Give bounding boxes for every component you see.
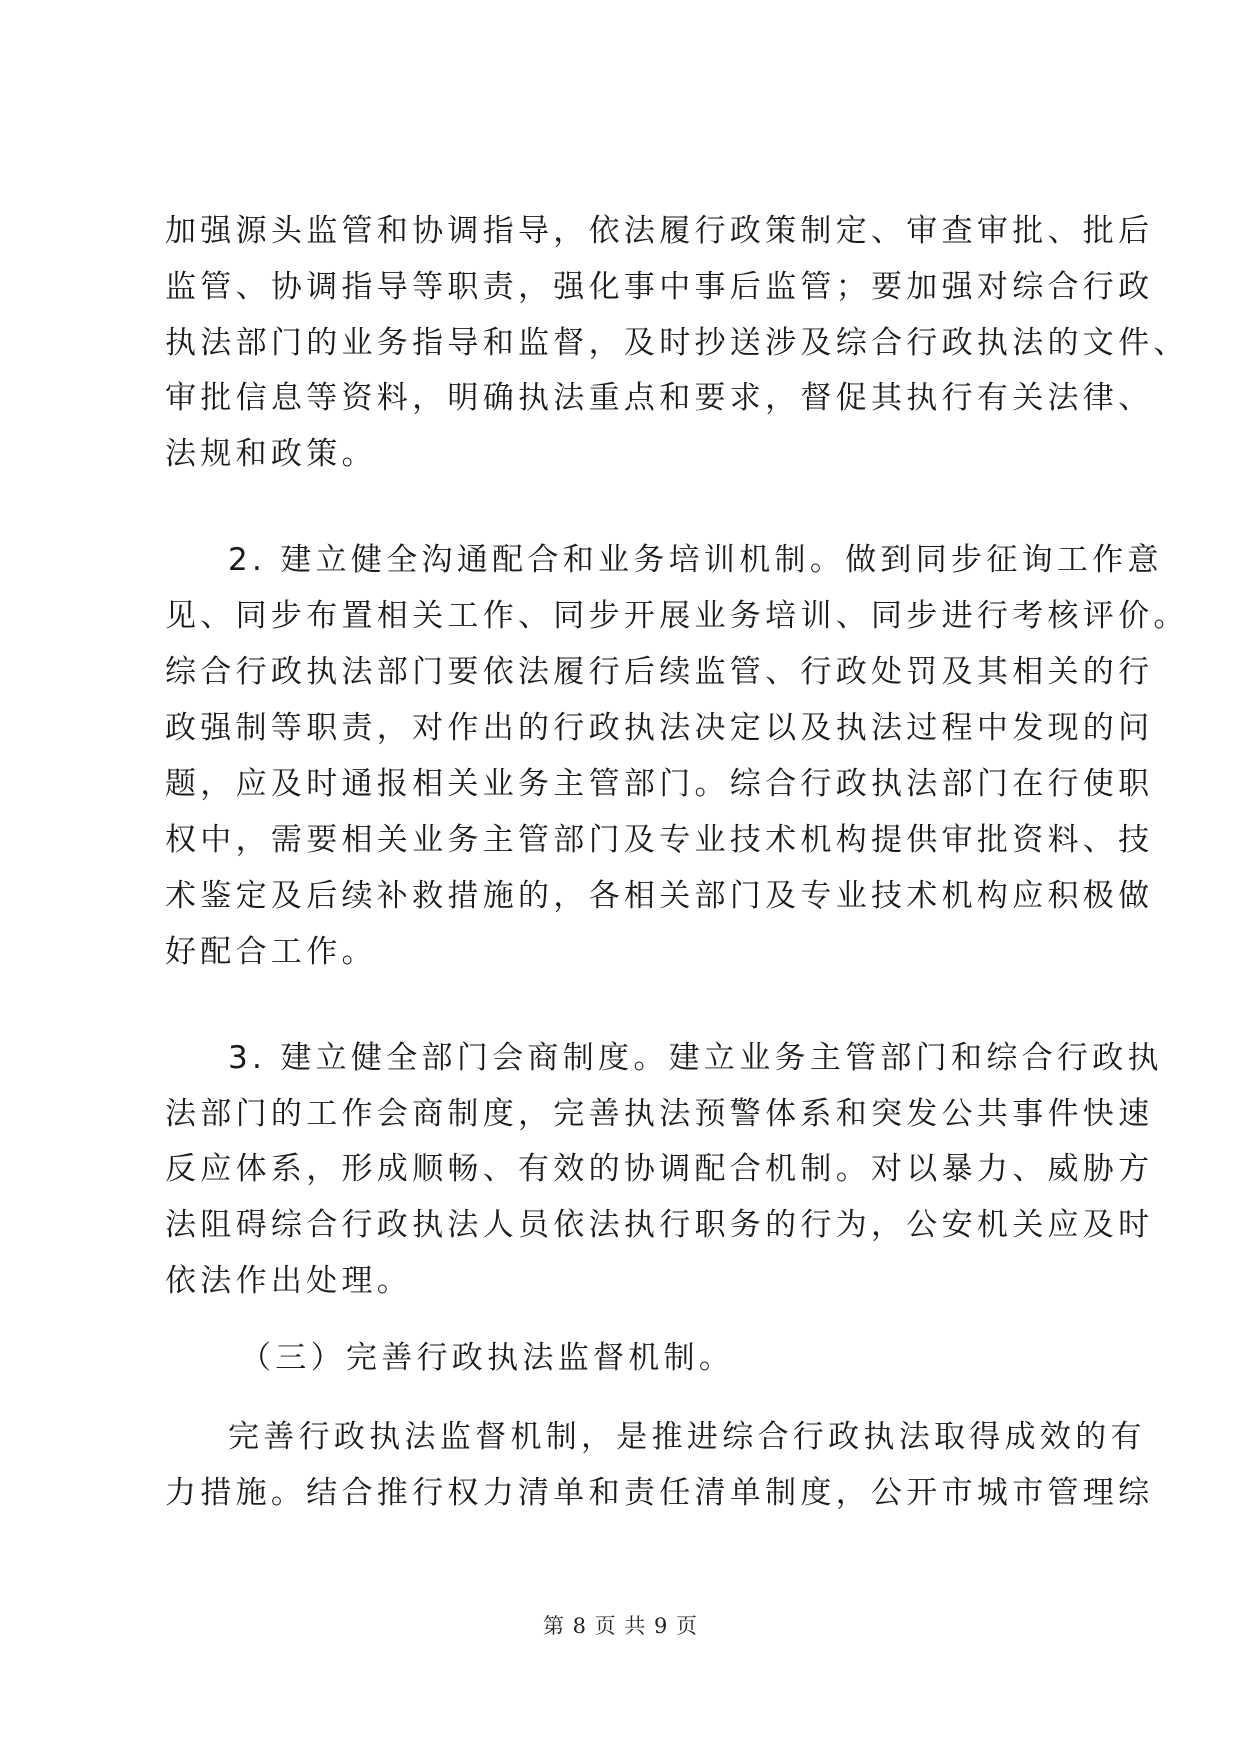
body-text-line: 监管、协调指导等职责，强化事中事后监管；要加强对综合行政	[165, 269, 1154, 305]
body-text-line: 执法部门的业务指导和监督，及时抄送涉及综合行政执法的文件、	[165, 325, 1189, 361]
body-text-line: 权中，需要相关业务主管部门及专业技术机构提供审批资料、技	[165, 822, 1154, 858]
paragraph-item-3: 3. 建立健全部门会商制度。建立业务主管部门和综合行政执	[228, 1040, 1163, 1076]
body-text-line: 题，应及时通报相关业务主管部门。综合行政执法部门在行使职	[165, 766, 1154, 802]
body-text-line: 法规和政策。	[165, 436, 377, 472]
paragraph-item-2: 2. 建立健全沟通配合和业务培训机制。做到同步征询工作意	[228, 542, 1163, 578]
section-heading: （三）完善行政执法监督机制。	[240, 1340, 735, 1376]
body-text-line: 力措施。结合推行权力清单和责任清单制度，公开市城市管理综	[165, 1475, 1154, 1511]
body-text-line: 反应体系，形成顺畅、有效的协调配合机制。对以暴力、威胁方	[165, 1151, 1154, 1187]
paragraph-first-line: 完善行政执法监督机制，是推进综合行政执法取得成效的有	[228, 1419, 1146, 1455]
page-number-footer: 第 8 页 共 9 页	[542, 1614, 699, 1638]
body-text-line: 依法作出处理。	[165, 1263, 413, 1299]
body-text-line: 好配合工作。	[165, 934, 377, 970]
body-text-line: 加强源头监管和协调指导，依法履行政策制定、审查审批、批后	[165, 213, 1154, 249]
body-text-line: 法部门的工作会商制度，完善执法预警体系和突发公共事件快速	[165, 1096, 1154, 1132]
body-text-line: 审批信息等资料，明确执法重点和要求，督促其执行有关法律、	[165, 380, 1154, 416]
body-text-line: 政强制等职责，对作出的行政执法决定以及执法过程中发现的问	[165, 710, 1154, 746]
body-text-line: 术鉴定及后续补救措施的，各相关部门及专业技术机构应积极做	[165, 878, 1154, 914]
body-text-line: 综合行政执法部门要依法履行后续监管、行政处罚及其相关的行	[165, 654, 1154, 690]
body-text-line: 见、同步布置相关工作、同步开展业务培训、同步进行考核评价。	[165, 598, 1189, 634]
body-text-line: 法阻碍综合行政执法人员依法执行职务的行为，公安机关应及时	[165, 1207, 1154, 1243]
